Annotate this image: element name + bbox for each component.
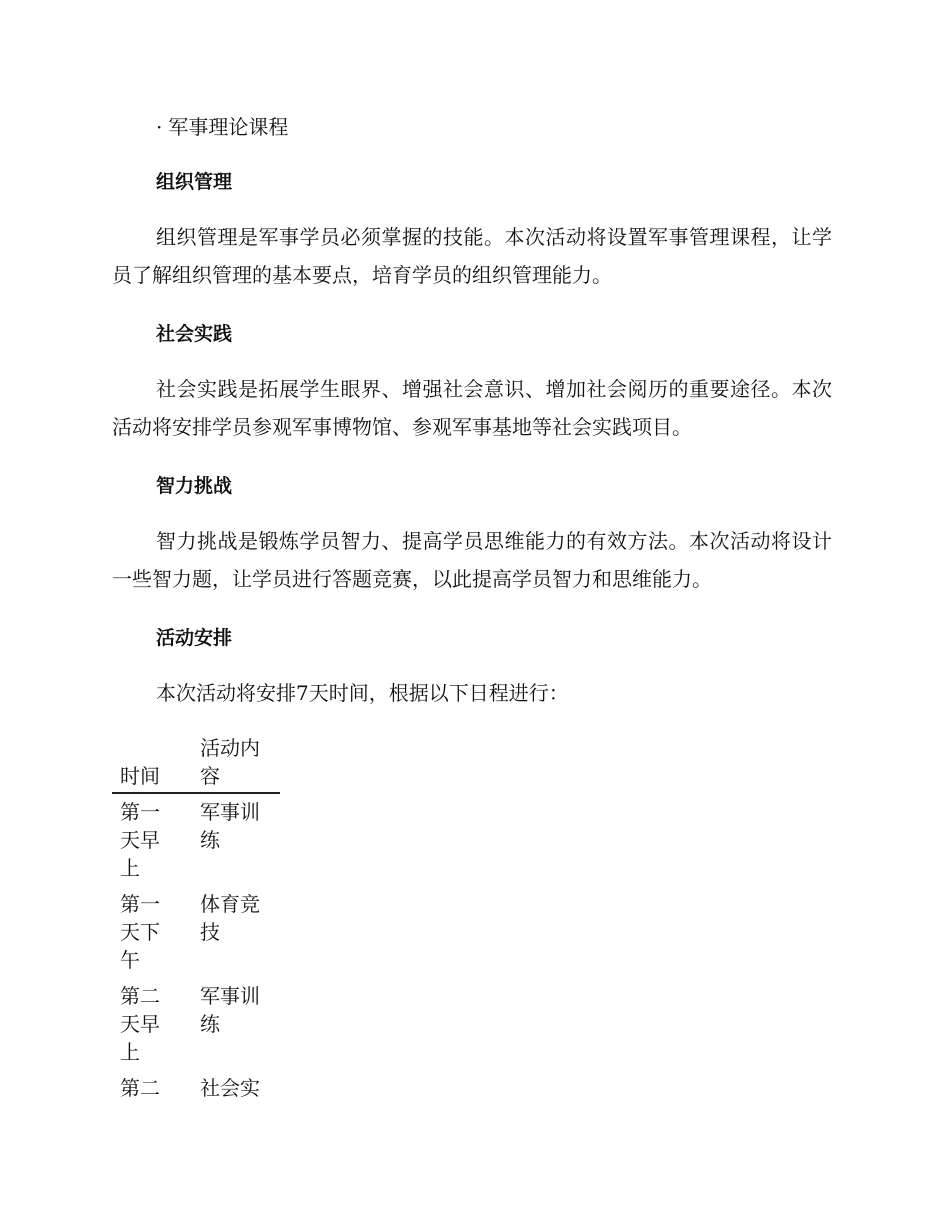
schedule-cell-content: 军事训练 xyxy=(200,984,260,1036)
schedule-header-time: 时间 xyxy=(120,764,160,788)
section-body-organization: 组织管理是军事学员必须掌握的技能。本次活动将设置军事管理课程，让学员了解组织管理的基本要点，培育学员的组织管理能力。 xyxy=(112,225,832,287)
schedule-table xyxy=(112,734,280,1106)
schedule-cell-content: 社会实 xyxy=(200,1076,260,1100)
schedule-cell-content: 军事训练 xyxy=(200,800,260,852)
schedule-header-content: 活动内容 xyxy=(200,736,260,788)
schedule-header-row xyxy=(112,734,280,794)
table-row xyxy=(112,978,280,1070)
bullet-dot: · xyxy=(156,115,163,139)
table-row xyxy=(112,1070,280,1106)
section-heading-intellect: 智力挑战 xyxy=(156,475,233,497)
table-row xyxy=(112,886,280,978)
schedule-cell-time: 第一天早上 xyxy=(120,800,160,880)
bullet-text: 军事理论课程 xyxy=(168,115,289,139)
schedule-cell-time: 第一天下午 xyxy=(120,892,160,972)
section-body-intellect: 智力挑战是锻炼学员智力、提高学员思维能力的有效方法。本次活动将设计一些智力题，让学员进行答题竞赛，以此提高学员智力和思维能力。 xyxy=(112,529,832,591)
section-heading-organization: 组织管理 xyxy=(156,171,233,193)
schedule-cell-content: 体育竞技 xyxy=(200,892,260,944)
section-heading-schedule: 活动安排 xyxy=(156,627,233,649)
section-heading-social-practice: 社会实践 xyxy=(156,323,233,345)
schedule-cell-time: 第二天早上 xyxy=(120,984,160,1064)
schedule-cell-time: 第二 xyxy=(120,1076,160,1100)
table-row xyxy=(112,794,280,886)
section-body-social-practice: 社会实践是拓展学生眼界、增强社会意识、增加社会阅历的重要途径。本次活动将安排学员参观军事博物馆、参观军事基地等社会实践项目。 xyxy=(112,377,832,439)
section-body-schedule: 本次活动将安排7天时间，根据以下日程进行： xyxy=(156,681,569,705)
bullet-item xyxy=(156,113,288,141)
